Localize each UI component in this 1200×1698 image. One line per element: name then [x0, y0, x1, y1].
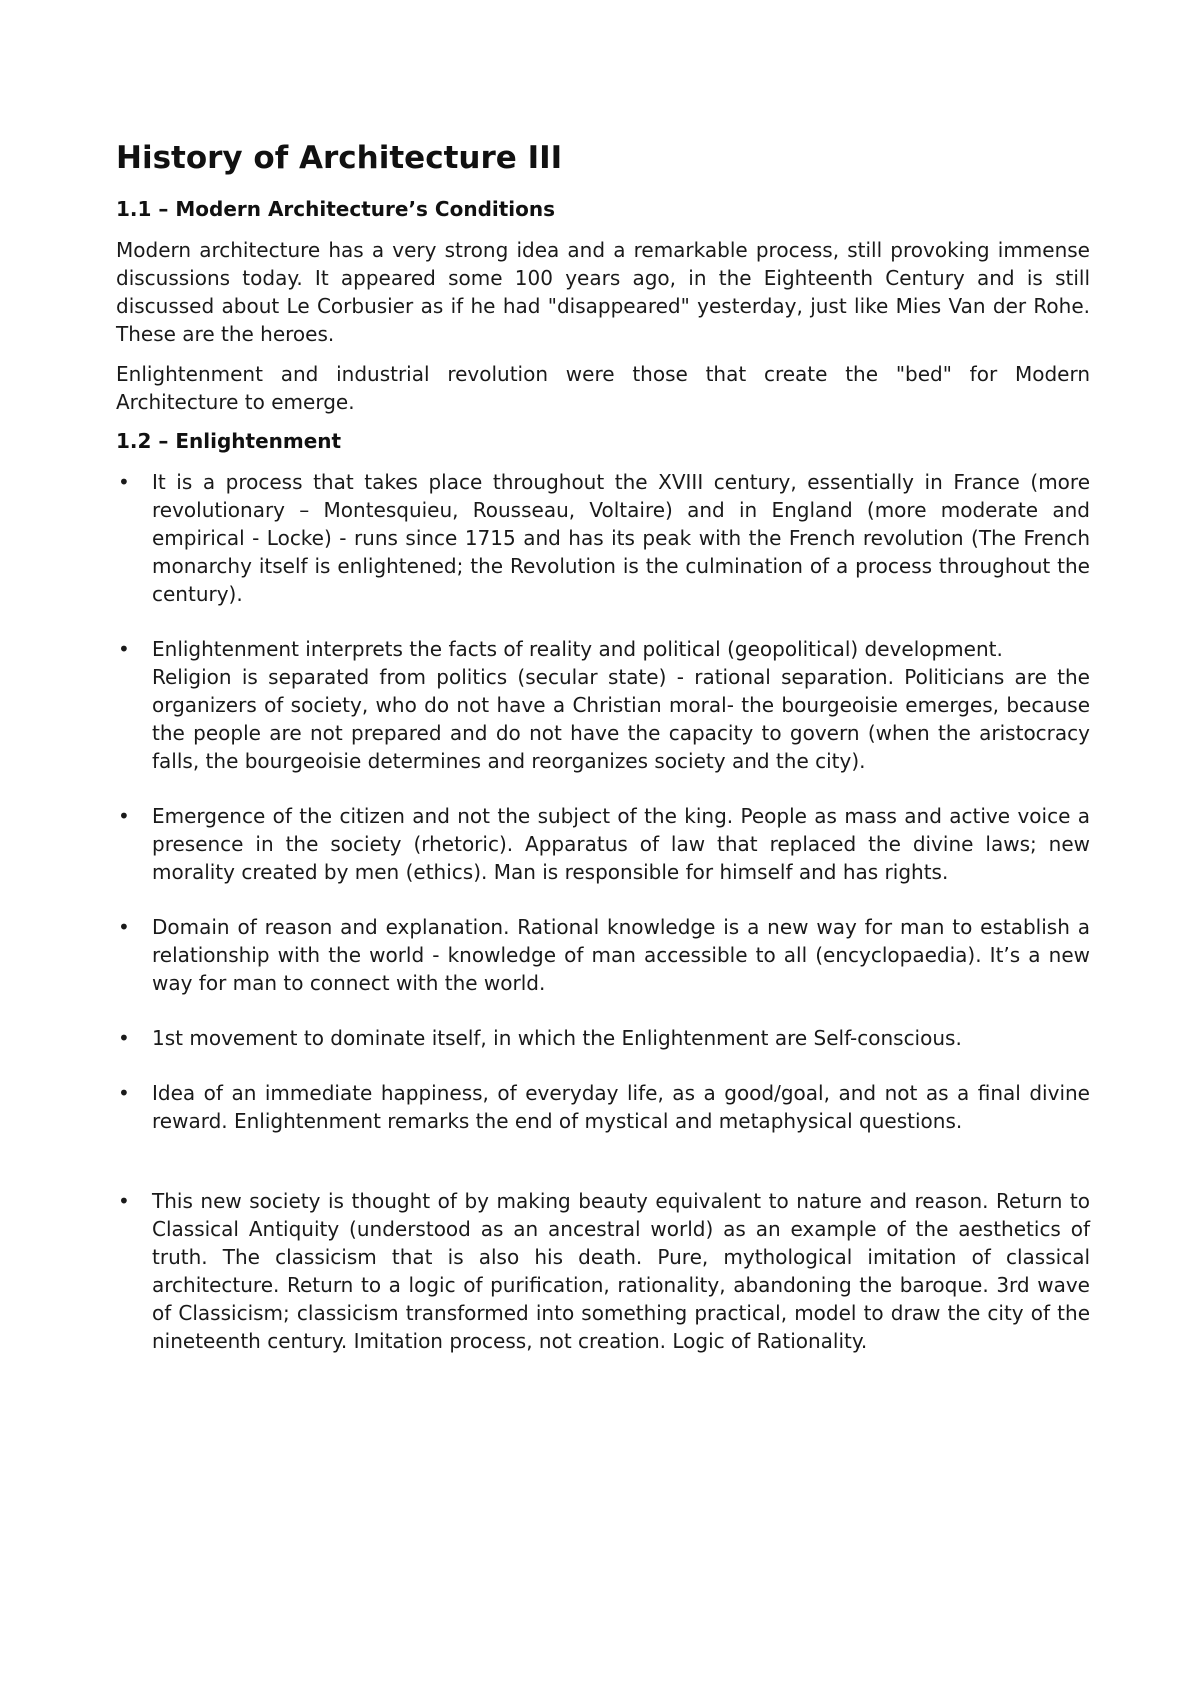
bullet-icon: •: [118, 804, 130, 828]
section-heading-enlightenment: 1.2 – Enlightenment: [116, 429, 342, 453]
bullet-icon: •: [118, 1081, 130, 1105]
list-item: [116, 635, 1090, 775]
list-item-text: Religion is separated from politics (secular state) - rational separation. Politicians are the organizers of society, who do not have a Christian moral- the bourgeoisie emerges, because the people are not prepared and do not have the capacity to govern (when the aristocracy falls, the bourgeoisie determines and reorganizes society and the city).: [152, 665, 1090, 773]
document-page: [116, 138, 1090, 1382]
bullet-icon: •: [118, 470, 130, 494]
list-item-text: Emergence of the citizen and not the subject of the king. People as mass and active voice a presence in the society (rhetoric). Apparatus of law that replaced the divine laws; new morality created by men (ethics). Man is responsible for himself and has rights.: [152, 804, 1090, 884]
list-item-text: 1st movement to dominate itself, in which the Enlightenment are Self-conscious.: [152, 1026, 962, 1050]
list-item-text: Idea of an immediate happiness, of everyday life, as a good/goal, and not as a final divine reward. Enlightenment remarks the end of mystical and metaphysical questions.: [152, 1081, 1090, 1133]
bullet-icon: •: [118, 1189, 130, 1213]
paragraph-enlightenment-revolution: Enlightenment and industrial revolution were those that create the "bed" for Modern Architecture to emerge.: [116, 362, 1090, 414]
bullet-icon: •: [118, 637, 130, 661]
list-item-text: This new society is thought of by making beauty equivalent to nature and reason. Return to Classical Antiquity (understood as an ancestral world) as an example of the aesthetics of truth. The classicism that is also his death. Pure, mythological imitation of classical architecture. Return to a logic of purification, rationality, abandoning the baroque. 3rd wave of Classicism; classicism transformed into something practical, model to draw the city of the nineteenth century. Imitation process, not creation. Logic of Rationality.: [152, 1189, 1090, 1353]
list-item: [116, 913, 1090, 997]
document-title: History of Architecture III: [116, 140, 563, 176]
paragraph-modern-architecture: Modern architecture has a very strong idea and a remarkable process, still provoking immense discussions today. It appeared some 100 years ago, in the Eighteenth Century and is still discussed about Le Corbusier as if he had "disappeared" yesterday, just like Mies Van der Rohe. These are the heroes.: [116, 238, 1090, 346]
list-item-text: Enlightenment interprets the facts of reality and political (geopolitical) development.: [152, 637, 1003, 661]
list-item: [116, 1024, 1090, 1052]
enlightenment-bullet-list: [116, 468, 1090, 1355]
bullet-icon: •: [118, 915, 130, 939]
list-item-text: It is a process that takes place throughout the XVIII century, essentially in France (more revolutionary – Montesquieu, Rousseau, Voltaire) and in England (more moderate and empirical - Locke) - runs since 1715 and has its peak with the French revolution (The French monarchy itself is enlightened; the Revolution is the culmination of a process throughout the century).: [152, 470, 1090, 606]
list-item-text: Domain of reason and explanation. Rational knowledge is a new way for man to establish a relationship with the world - knowledge of man accessible to all (encyclopaedia). It’s a new way for man to connect with the world.: [152, 915, 1090, 995]
list-item: [116, 1187, 1090, 1355]
list-item: [116, 1079, 1090, 1135]
list-item: [116, 802, 1090, 886]
bullet-icon: •: [118, 1026, 130, 1050]
list-item: [116, 468, 1090, 608]
section-heading-modern-conditions: 1.1 – Modern Architecture’s Conditions: [116, 197, 556, 221]
